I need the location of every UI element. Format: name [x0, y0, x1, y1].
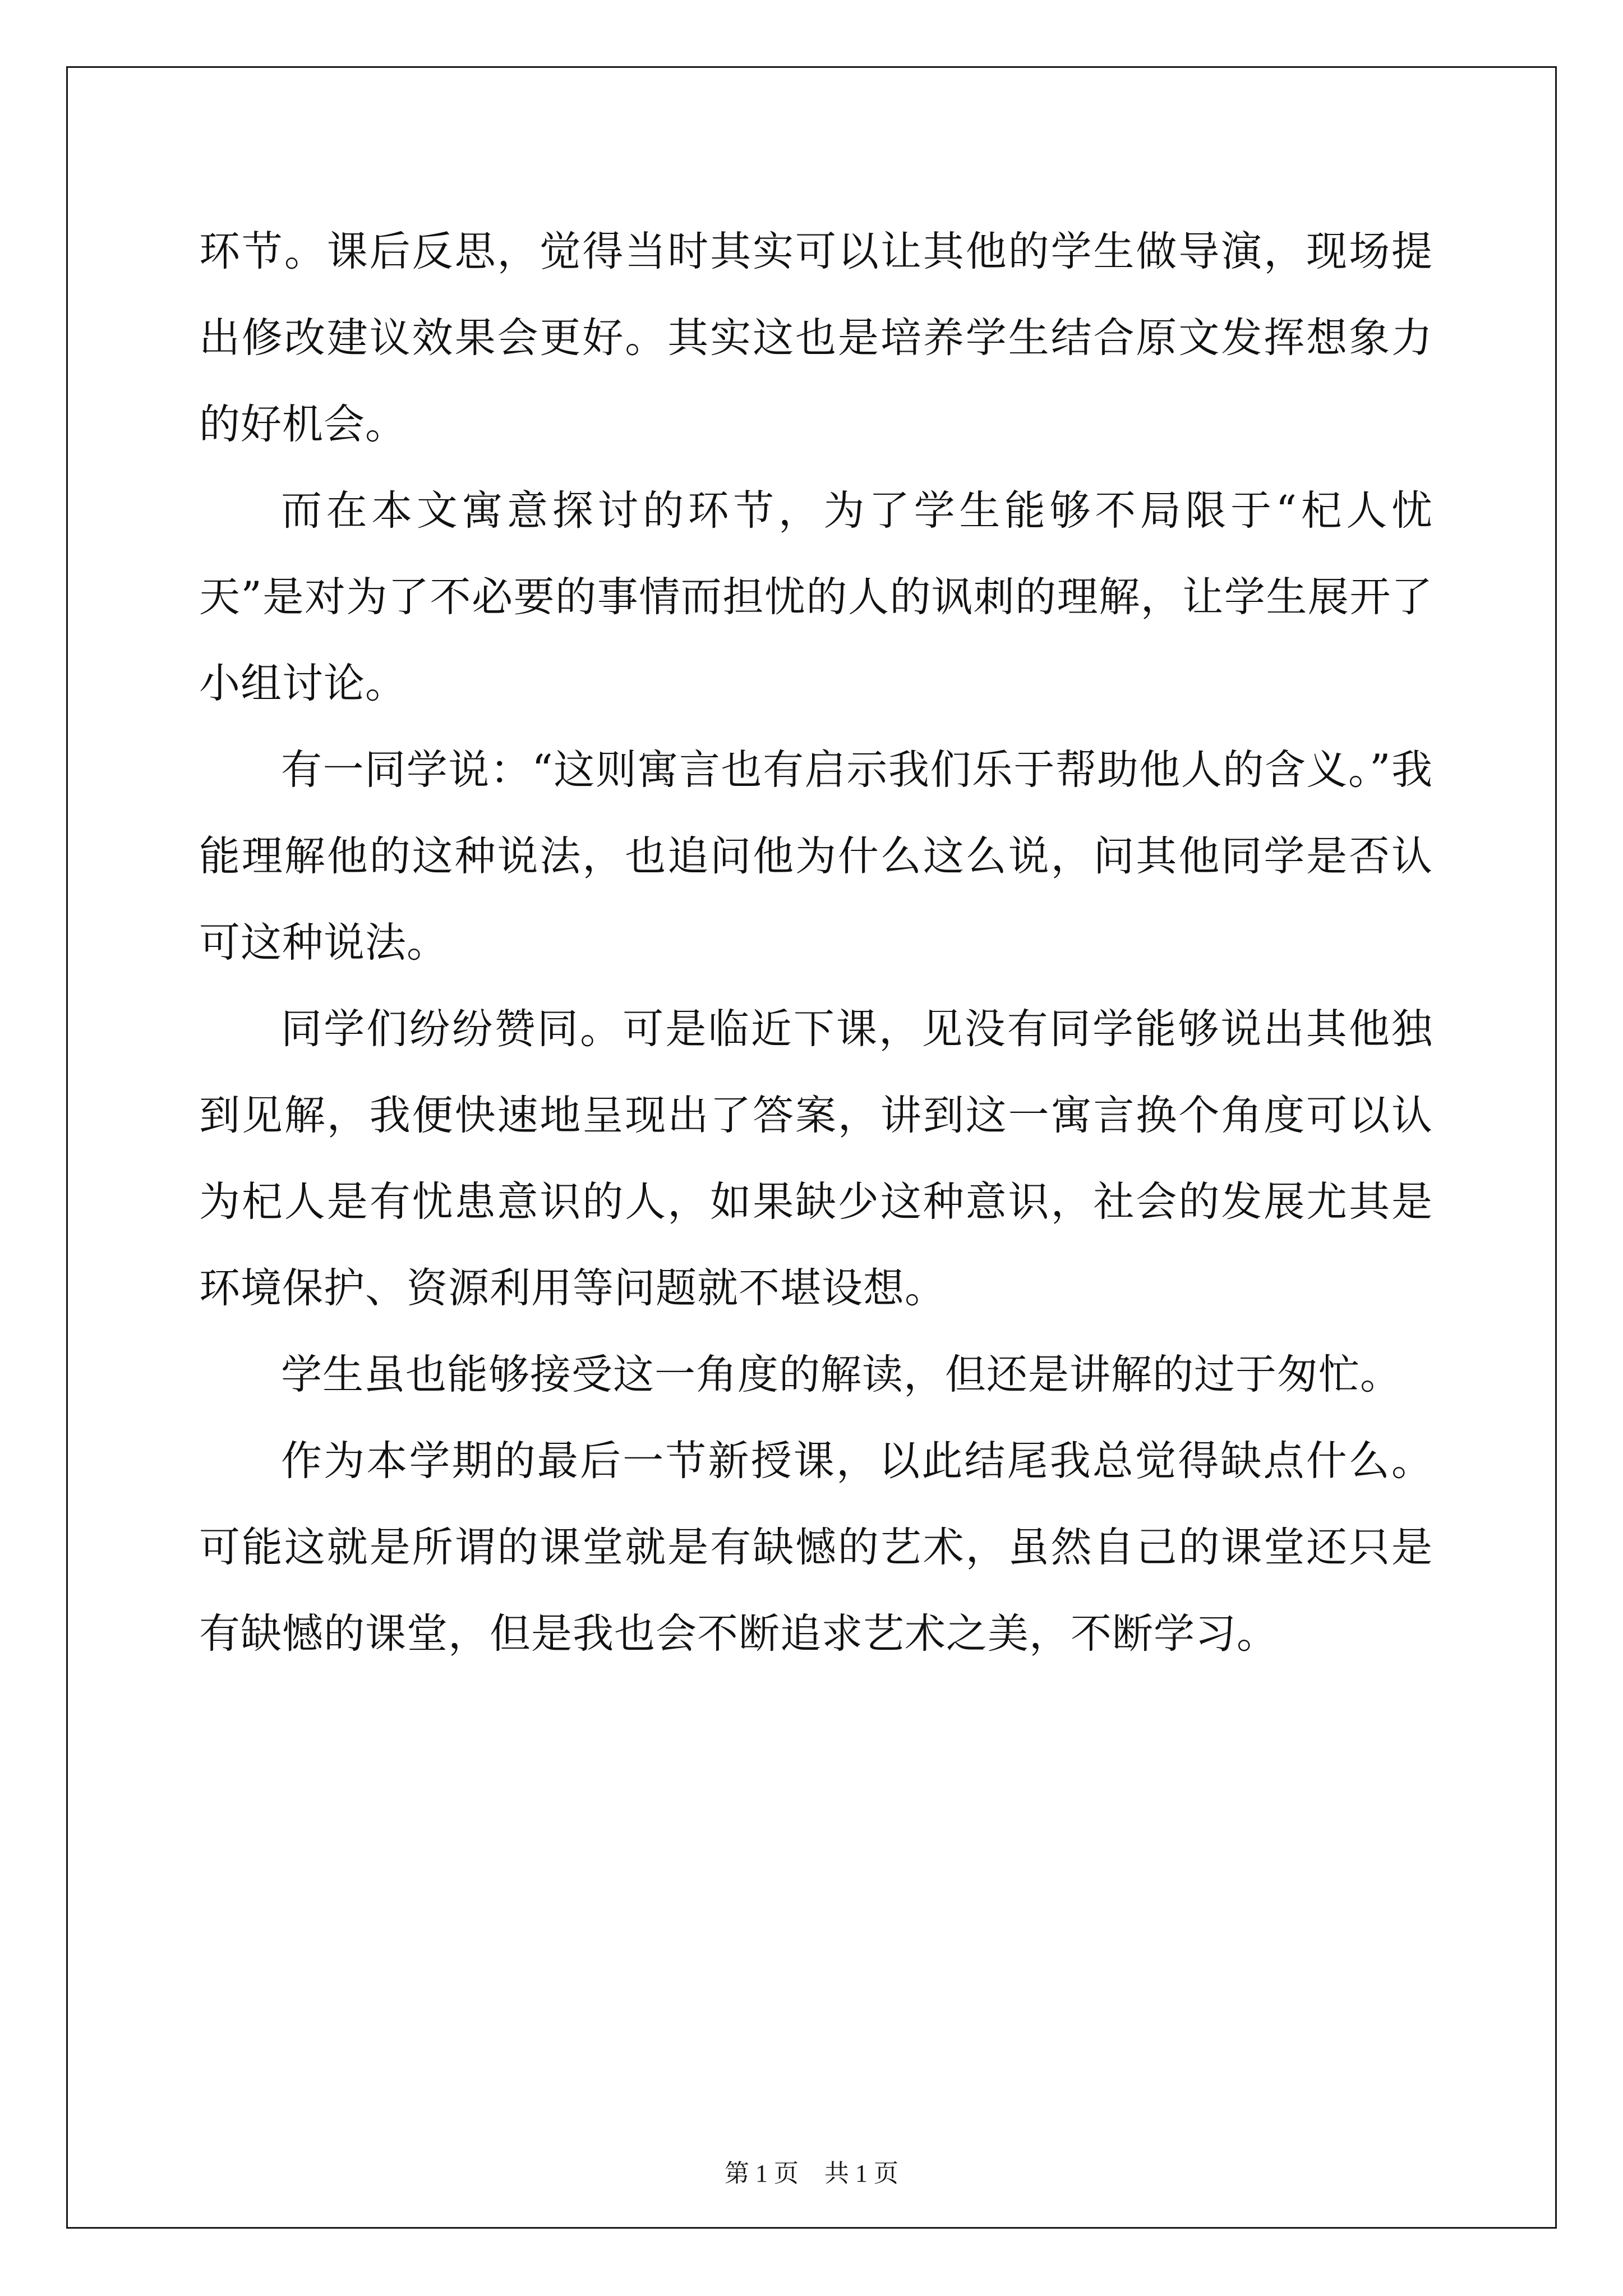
page-footer: [0, 2153, 1623, 2189]
paragraph-2: 而在本文寓意探讨的环节，为了学生能够不局限于“杞人忧天”是对为了不必要的事情而担忧的人的讽刺的理解，让学生展开了小组讨论。: [199, 487, 1433, 707]
paragraph-6: 作为本学期的最后一节新授课，以此结尾我总觉得缺点什么。可能这就是所谓的课堂就是有缺憾的艺术，虽然自己的课堂还只是有缺憾的课堂，但是我也会不断追求艺术之美，不断学习。: [199, 1437, 1433, 1658]
paragraph-3: 有一同学说：“这则寓言也有启示我们乐于帮助他人的含义。”我能理解他的这种说法，也追问他为什么这么说，问其他同学是否认可这种说法。: [199, 746, 1433, 967]
document-body: [199, 209, 1433, 1677]
total-pages: 共 1 页: [824, 2160, 898, 2187]
paragraph-1: 环节。课后反思，觉得当时其实可以让其他的学生做导演，现场提出修改建议效果会更好。其实这也是培养学生结合原文发挥想象力的好机会。: [199, 228, 1433, 448]
paragraph-5: 学生虽也能够接受这一角度的解读，但还是讲解的过于匆忙。: [281, 1351, 1401, 1398]
paragraph-4: 同学们纷纷赞同。可是临近下课，见没有同学能够说出其他独到见解，我便快速地呈现出了答案，讲到这一寓言换个角度可以认为杞人是有忧患意识的人，如果缺少这种意识，社会的发展尤其是环境保护、资源利用等问题就不堪设想。: [199, 1005, 1433, 1312]
page-number: 第 1 页: [725, 2160, 799, 2187]
